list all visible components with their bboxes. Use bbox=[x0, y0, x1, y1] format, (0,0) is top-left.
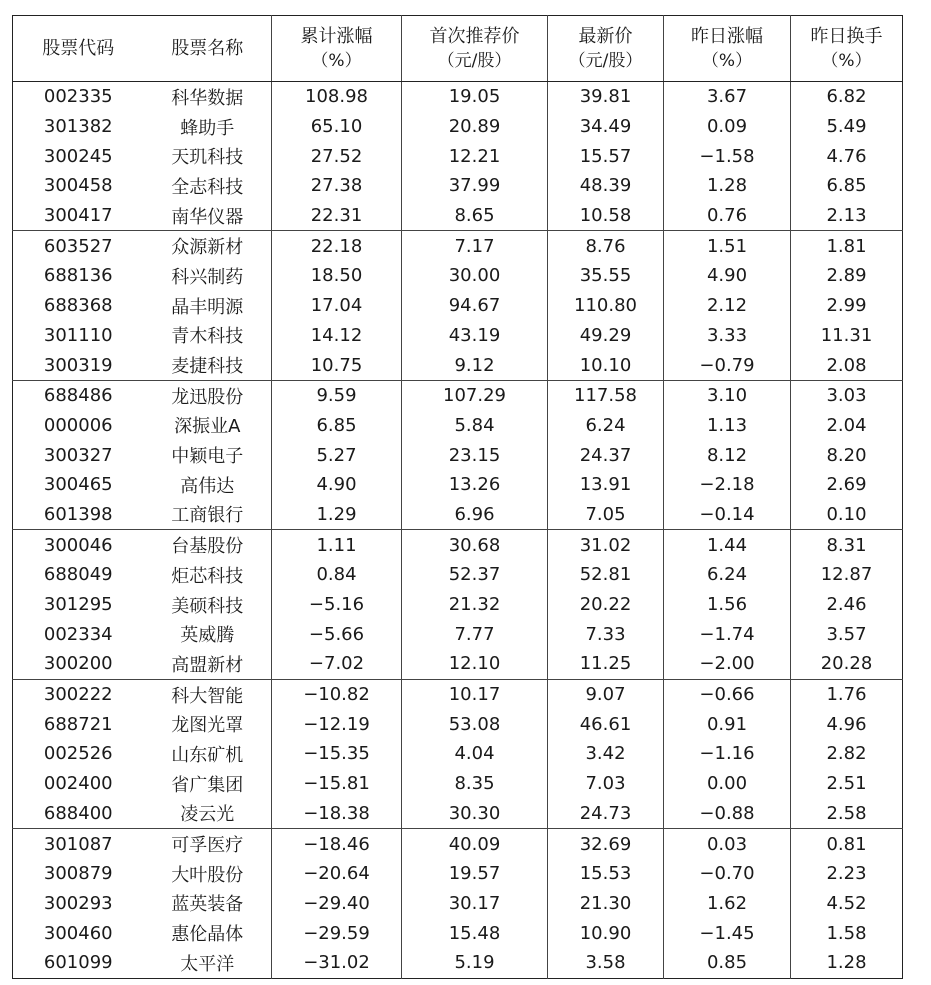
cell-stock-code: 300458 bbox=[43, 175, 113, 197]
cell-yesterday-gain: −0.66 bbox=[664, 679, 791, 709]
cell-yesterday-gain: 1.62 bbox=[664, 889, 791, 919]
cell-stock-code: 688049 bbox=[43, 564, 113, 586]
cell-yesterday-gain: 3.33 bbox=[664, 321, 791, 351]
cell-cumulative-gain: 22.18 bbox=[272, 231, 402, 261]
cell-first-price: 30.68 bbox=[402, 530, 548, 560]
cell-yesterday-gain: 1.44 bbox=[664, 530, 791, 560]
cell-stock-code: 300417 bbox=[13, 201, 144, 231]
cell-yesterday-gain: 0.91 bbox=[664, 709, 791, 739]
cell-yesterday-gain: 3.67 bbox=[664, 82, 791, 112]
cell-first-price: 8.65 bbox=[402, 201, 548, 231]
table-row bbox=[13, 560, 903, 590]
cell-stock-code: 300327 bbox=[43, 444, 113, 466]
header-stock-name bbox=[144, 16, 272, 82]
table-row bbox=[13, 799, 903, 829]
cell-stock-name: 全志科技 bbox=[171, 176, 244, 198]
cell-stock-code: 688368 bbox=[43, 295, 113, 317]
cell-cumulative-gain: 14.12 bbox=[272, 321, 402, 351]
table-row bbox=[13, 261, 903, 291]
stock-table bbox=[12, 15, 903, 979]
cell-first-price: 37.99 bbox=[402, 171, 548, 201]
cell-stock-name: 科兴制药 bbox=[171, 266, 244, 288]
cell-yesterday-turnover: 1.28 bbox=[791, 948, 903, 978]
cell-yesterday-gain: 2.12 bbox=[664, 291, 791, 321]
cell-yesterday-turnover: 2.51 bbox=[791, 769, 903, 799]
cell-latest-price: 34.49 bbox=[548, 112, 664, 142]
table-row bbox=[13, 590, 903, 620]
table-row bbox=[13, 649, 903, 679]
header-first-recommended-price bbox=[402, 16, 548, 82]
cell-latest-price: 24.37 bbox=[548, 440, 664, 470]
cell-first-price: 9.12 bbox=[402, 350, 548, 380]
cell-cumulative-gain: 27.38 bbox=[272, 171, 402, 201]
cell-cumulative-gain: 17.04 bbox=[272, 291, 402, 321]
cell-first-price: 52.37 bbox=[402, 560, 548, 590]
cell-yesterday-turnover: 0.81 bbox=[791, 829, 903, 859]
cell-latest-price: 39.81 bbox=[548, 82, 664, 112]
cell-stock-name: 凌云光 bbox=[144, 799, 272, 829]
cell-yesterday-turnover: 1.81 bbox=[791, 231, 903, 261]
cell-cumulative-gain: −29.59 bbox=[272, 918, 402, 948]
cell-first-price: 30.30 bbox=[402, 799, 548, 829]
cell-cumulative-gain: −7.02 bbox=[272, 649, 402, 679]
header-latest-price bbox=[548, 16, 664, 82]
header-yesterday-turnover bbox=[791, 16, 903, 82]
cell-stock-code: 002400 bbox=[43, 773, 113, 795]
cell-first-price: 107.29 bbox=[402, 380, 548, 410]
cell-cumulative-gain: −31.02 bbox=[272, 948, 402, 978]
cell-cumulative-gain: 18.50 bbox=[272, 261, 402, 291]
cell-latest-price: 10.90 bbox=[548, 918, 664, 948]
cell-first-price: 19.57 bbox=[402, 859, 548, 889]
header-unit: （元/股） bbox=[568, 50, 643, 71]
cell-latest-price: 110.80 bbox=[548, 291, 664, 321]
cell-yesterday-turnover: 3.03 bbox=[791, 380, 903, 410]
cell-stock-name: 太平洋 bbox=[180, 953, 235, 975]
cell-yesterday-turnover: 8.31 bbox=[791, 530, 903, 560]
cell-yesterday-gain: 0.76 bbox=[664, 201, 791, 231]
table-row bbox=[13, 82, 903, 112]
header-label: 股票代码 bbox=[42, 37, 115, 59]
cell-latest-price: 8.76 bbox=[548, 231, 664, 261]
header-cumulative-gain bbox=[272, 16, 402, 82]
cell-yesterday-gain: 8.12 bbox=[664, 440, 791, 470]
cell-yesterday-turnover: 12.87 bbox=[791, 560, 903, 590]
cell-cumulative-gain: −18.46 bbox=[272, 829, 402, 859]
cell-yesterday-gain: −1.58 bbox=[664, 141, 791, 171]
cell-yesterday-turnover: 5.49 bbox=[791, 112, 903, 142]
cell-stock-code: 300046 bbox=[43, 534, 113, 556]
cell-stock-name: 龙迅股份 bbox=[171, 386, 244, 408]
header-unit: （元/股） bbox=[437, 50, 512, 71]
cell-yesterday-gain: 1.13 bbox=[664, 411, 791, 441]
table-row bbox=[13, 679, 903, 709]
table-row bbox=[13, 619, 903, 649]
cell-latest-price: 49.29 bbox=[548, 321, 664, 351]
cell-stock-name: 英威腾 bbox=[180, 625, 235, 647]
cell-cumulative-gain: 10.75 bbox=[272, 350, 402, 380]
table-row bbox=[13, 350, 903, 380]
cell-yesterday-gain: −0.14 bbox=[664, 500, 791, 530]
cell-stock-code: 002334 bbox=[43, 623, 113, 645]
cell-latest-price: 117.58 bbox=[548, 380, 664, 410]
table-row bbox=[13, 709, 903, 739]
cell-yesterday-turnover: 2.58 bbox=[791, 799, 903, 829]
cell-yesterday-turnover: 2.13 bbox=[791, 201, 903, 231]
table-body bbox=[13, 82, 903, 979]
cell-latest-price: 11.25 bbox=[548, 649, 664, 679]
header-unit: （%） bbox=[821, 50, 872, 71]
cell-cumulative-gain: 1.11 bbox=[272, 530, 402, 560]
cell-cumulative-gain: 0.84 bbox=[272, 560, 402, 590]
cell-stock-name: 台基股份 bbox=[171, 536, 244, 558]
cell-cumulative-gain: −15.35 bbox=[272, 739, 402, 769]
cell-yesterday-turnover: 4.96 bbox=[791, 709, 903, 739]
header-label: 累计涨幅 bbox=[300, 25, 373, 47]
cell-cumulative-gain: 9.59 bbox=[272, 380, 402, 410]
cell-yesterday-turnover: 2.23 bbox=[791, 859, 903, 889]
table-row bbox=[13, 291, 903, 321]
cell-latest-price: 3.42 bbox=[548, 739, 664, 769]
cell-first-price: 13.26 bbox=[402, 470, 548, 500]
cell-first-price: 5.84 bbox=[402, 411, 548, 441]
cell-cumulative-gain: −5.66 bbox=[272, 619, 402, 649]
cell-cumulative-gain: 6.85 bbox=[272, 411, 402, 441]
cell-stock-code: 002526 bbox=[43, 743, 113, 765]
cell-yesterday-turnover: 6.85 bbox=[791, 171, 903, 201]
cell-stock-name: 中颖电子 bbox=[171, 446, 244, 468]
cell-stock-name: 科华数据 bbox=[171, 87, 244, 109]
cell-stock-name: 深振业A bbox=[174, 416, 241, 438]
cell-first-price: 40.09 bbox=[402, 829, 548, 859]
cell-cumulative-gain: −10.82 bbox=[272, 679, 402, 709]
cell-first-price: 7.77 bbox=[402, 619, 548, 649]
table-row bbox=[13, 440, 903, 470]
header-stock-code bbox=[13, 16, 144, 82]
header-label: 首次推荐价 bbox=[429, 25, 520, 47]
cell-yesterday-turnover: 0.10 bbox=[791, 500, 903, 530]
cell-yesterday-gain: 0.03 bbox=[664, 829, 791, 859]
cell-yesterday-gain: −1.16 bbox=[664, 739, 791, 769]
header-label: 最新价 bbox=[578, 25, 633, 47]
cell-yesterday-turnover: 1.58 bbox=[791, 918, 903, 948]
table-row bbox=[13, 411, 903, 441]
cell-latest-price: 7.03 bbox=[548, 769, 664, 799]
cell-yesterday-turnover: 4.76 bbox=[791, 141, 903, 171]
cell-cumulative-gain: 22.31 bbox=[272, 201, 402, 231]
cell-first-price: 7.17 bbox=[402, 231, 548, 261]
cell-first-price: 21.32 bbox=[402, 590, 548, 620]
cell-stock-code: 603527 bbox=[43, 235, 113, 257]
cell-latest-price: 52.81 bbox=[548, 560, 664, 590]
cell-stock-name: 晶丰明源 bbox=[171, 296, 244, 318]
cell-first-price: 5.19 bbox=[402, 948, 548, 978]
cell-first-price: 94.67 bbox=[402, 291, 548, 321]
cell-cumulative-gain: 65.10 bbox=[272, 112, 402, 142]
cell-yesterday-turnover: 4.52 bbox=[791, 889, 903, 919]
cell-stock-code: 301295 bbox=[43, 594, 113, 616]
table-row bbox=[13, 470, 903, 500]
cell-yesterday-turnover: 11.31 bbox=[791, 321, 903, 351]
cell-stock-name: 南华仪器 bbox=[144, 201, 272, 231]
cell-stock-name: 高盟新材 bbox=[144, 649, 272, 679]
cell-stock-name: 龙图光罩 bbox=[171, 715, 244, 737]
cell-yesterday-turnover: 2.89 bbox=[791, 261, 903, 291]
table-row bbox=[13, 769, 903, 799]
cell-stock-name: 蜂助手 bbox=[180, 117, 235, 139]
table-row bbox=[13, 918, 903, 948]
cell-stock-code: 301087 bbox=[43, 833, 113, 855]
cell-cumulative-gain: −5.16 bbox=[272, 590, 402, 620]
cell-latest-price: 24.73 bbox=[548, 799, 664, 829]
table-row bbox=[13, 500, 903, 530]
cell-stock-name: 美硕科技 bbox=[171, 595, 244, 617]
header-label: 昨日涨幅 bbox=[691, 25, 763, 47]
cell-stock-name: 科大智能 bbox=[171, 685, 244, 707]
cell-cumulative-gain: 27.52 bbox=[272, 141, 402, 171]
cell-yesterday-gain: −1.45 bbox=[664, 918, 791, 948]
cell-latest-price: 10.10 bbox=[548, 350, 664, 380]
table-row bbox=[13, 112, 903, 142]
cell-latest-price: 7.33 bbox=[548, 619, 664, 649]
header-label: 昨日换手 bbox=[810, 25, 883, 47]
cell-first-price: 30.17 bbox=[402, 889, 548, 919]
cell-stock-name: 众源新材 bbox=[171, 237, 244, 259]
table-row bbox=[13, 889, 903, 919]
cell-yesterday-turnover: 2.99 bbox=[791, 291, 903, 321]
cell-cumulative-gain: 5.27 bbox=[272, 440, 402, 470]
cell-latest-price: 6.24 bbox=[548, 411, 664, 441]
cell-yesterday-turnover: 2.04 bbox=[791, 411, 903, 441]
cell-stock-name: 炬芯科技 bbox=[171, 565, 244, 587]
cell-latest-price: 9.07 bbox=[548, 679, 664, 709]
cell-stock-code: 300222 bbox=[43, 684, 113, 706]
cell-yesterday-turnover: 2.82 bbox=[791, 739, 903, 769]
table-row bbox=[13, 201, 903, 231]
table-row bbox=[13, 739, 903, 769]
cell-yesterday-gain: −0.88 bbox=[664, 799, 791, 829]
cell-latest-price: 7.05 bbox=[548, 500, 664, 530]
cell-yesterday-gain: −0.70 bbox=[664, 859, 791, 889]
cell-first-price: 53.08 bbox=[402, 709, 548, 739]
cell-yesterday-turnover: 8.20 bbox=[791, 440, 903, 470]
cell-cumulative-gain: 1.29 bbox=[272, 500, 402, 530]
cell-first-price: 23.15 bbox=[402, 440, 548, 470]
cell-cumulative-gain: −12.19 bbox=[272, 709, 402, 739]
header-yesterday-gain bbox=[664, 16, 791, 82]
cell-first-price: 10.17 bbox=[402, 679, 548, 709]
cell-stock-name: 惠伦晶体 bbox=[171, 924, 244, 946]
cell-yesterday-gain: 0.00 bbox=[664, 769, 791, 799]
cell-cumulative-gain: −20.64 bbox=[272, 859, 402, 889]
cell-latest-price: 21.30 bbox=[548, 889, 664, 919]
header-label: 股票名称 bbox=[171, 37, 244, 59]
cell-stock-code: 688486 bbox=[43, 385, 113, 407]
cell-stock-code: 300465 bbox=[43, 474, 113, 496]
header-unit: （%） bbox=[311, 50, 362, 71]
cell-yesterday-turnover: 2.69 bbox=[791, 470, 903, 500]
cell-yesterday-gain: −2.00 bbox=[664, 649, 791, 679]
table-row bbox=[13, 380, 903, 410]
cell-stock-code: 002335 bbox=[43, 86, 113, 108]
header-row bbox=[13, 16, 903, 82]
table-row bbox=[13, 530, 903, 560]
cell-yesterday-gain: −2.18 bbox=[664, 470, 791, 500]
cell-stock-code: 688400 bbox=[13, 799, 144, 829]
cell-cumulative-gain: −18.38 bbox=[272, 799, 402, 829]
cell-yesterday-gain: 6.24 bbox=[664, 560, 791, 590]
cell-yesterday-gain: −0.79 bbox=[664, 350, 791, 380]
cell-latest-price: 20.22 bbox=[548, 590, 664, 620]
table-row bbox=[13, 948, 903, 978]
cell-stock-code: 301110 bbox=[43, 324, 113, 346]
cell-stock-name: 青木科技 bbox=[171, 326, 244, 348]
cell-stock-code: 688721 bbox=[43, 713, 113, 735]
cell-first-price: 43.19 bbox=[402, 321, 548, 351]
cell-first-price: 20.89 bbox=[402, 112, 548, 142]
cell-latest-price: 13.91 bbox=[548, 470, 664, 500]
cell-stock-code: 300879 bbox=[43, 863, 113, 885]
table-row bbox=[13, 321, 903, 351]
cell-stock-name: 大叶股份 bbox=[171, 864, 244, 886]
cell-cumulative-gain: 4.90 bbox=[272, 470, 402, 500]
cell-yesterday-turnover: 3.57 bbox=[791, 619, 903, 649]
cell-cumulative-gain: −29.40 bbox=[272, 889, 402, 919]
cell-yesterday-turnover: 2.46 bbox=[791, 590, 903, 620]
cell-yesterday-gain: 0.85 bbox=[664, 948, 791, 978]
cell-stock-name: 可孚医疗 bbox=[171, 835, 244, 857]
cell-first-price: 19.05 bbox=[402, 82, 548, 112]
cell-latest-price: 46.61 bbox=[548, 709, 664, 739]
cell-yesterday-turnover: 20.28 bbox=[791, 649, 903, 679]
cell-stock-code: 300293 bbox=[43, 892, 113, 914]
cell-yesterday-gain: 3.10 bbox=[664, 380, 791, 410]
table-row bbox=[13, 171, 903, 201]
cell-stock-name: 山东矿机 bbox=[171, 744, 244, 766]
table-row bbox=[13, 231, 903, 261]
cell-stock-code: 301382 bbox=[43, 116, 113, 138]
cell-stock-code: 601398 bbox=[13, 500, 144, 530]
cell-yesterday-gain: 1.51 bbox=[664, 231, 791, 261]
cell-yesterday-gain: 1.56 bbox=[664, 590, 791, 620]
cell-yesterday-turnover: 6.82 bbox=[791, 82, 903, 112]
cell-latest-price: 15.57 bbox=[548, 141, 664, 171]
cell-stock-name: 麦捷科技 bbox=[144, 350, 272, 380]
cell-first-price: 15.48 bbox=[402, 918, 548, 948]
cell-stock-code: 601099 bbox=[43, 952, 113, 974]
cell-stock-name: 高伟达 bbox=[180, 475, 235, 497]
cell-stock-name: 省广集团 bbox=[171, 774, 244, 796]
cell-stock-code: 688136 bbox=[43, 265, 113, 287]
cell-first-price: 12.10 bbox=[402, 649, 548, 679]
cell-cumulative-gain: 108.98 bbox=[272, 82, 402, 112]
cell-stock-code: 300200 bbox=[13, 649, 144, 679]
cell-yesterday-gain: 4.90 bbox=[664, 261, 791, 291]
cell-yesterday-gain: −1.74 bbox=[664, 619, 791, 649]
cell-stock-code: 300460 bbox=[43, 922, 113, 944]
table-row bbox=[13, 859, 903, 889]
cell-first-price: 30.00 bbox=[402, 261, 548, 291]
table-row bbox=[13, 141, 903, 171]
cell-first-price: 12.21 bbox=[402, 141, 548, 171]
header-unit: （%） bbox=[701, 50, 753, 71]
cell-stock-name: 天玑科技 bbox=[171, 147, 244, 169]
cell-latest-price: 48.39 bbox=[548, 171, 664, 201]
cell-latest-price: 31.02 bbox=[548, 530, 664, 560]
cell-stock-code: 300245 bbox=[43, 145, 113, 167]
cell-latest-price: 35.55 bbox=[548, 261, 664, 291]
cell-first-price: 6.96 bbox=[402, 500, 548, 530]
cell-stock-name: 工商银行 bbox=[144, 500, 272, 530]
cell-cumulative-gain: −15.81 bbox=[272, 769, 402, 799]
cell-latest-price: 10.58 bbox=[548, 201, 664, 231]
cell-stock-code: 000006 bbox=[43, 414, 113, 436]
cell-first-price: 8.35 bbox=[402, 769, 548, 799]
cell-yesterday-gain: 0.09 bbox=[664, 112, 791, 142]
cell-yesterday-turnover: 1.76 bbox=[791, 679, 903, 709]
cell-stock-code: 300319 bbox=[13, 350, 144, 380]
cell-first-price: 4.04 bbox=[402, 739, 548, 769]
cell-stock-name: 蓝英装备 bbox=[171, 894, 244, 916]
cell-latest-price: 3.58 bbox=[548, 948, 664, 978]
table-row bbox=[13, 829, 903, 859]
cell-yesterday-turnover: 2.08 bbox=[791, 350, 903, 380]
cell-latest-price: 32.69 bbox=[548, 829, 664, 859]
cell-yesterday-gain: 1.28 bbox=[664, 171, 791, 201]
cell-latest-price: 15.53 bbox=[548, 859, 664, 889]
